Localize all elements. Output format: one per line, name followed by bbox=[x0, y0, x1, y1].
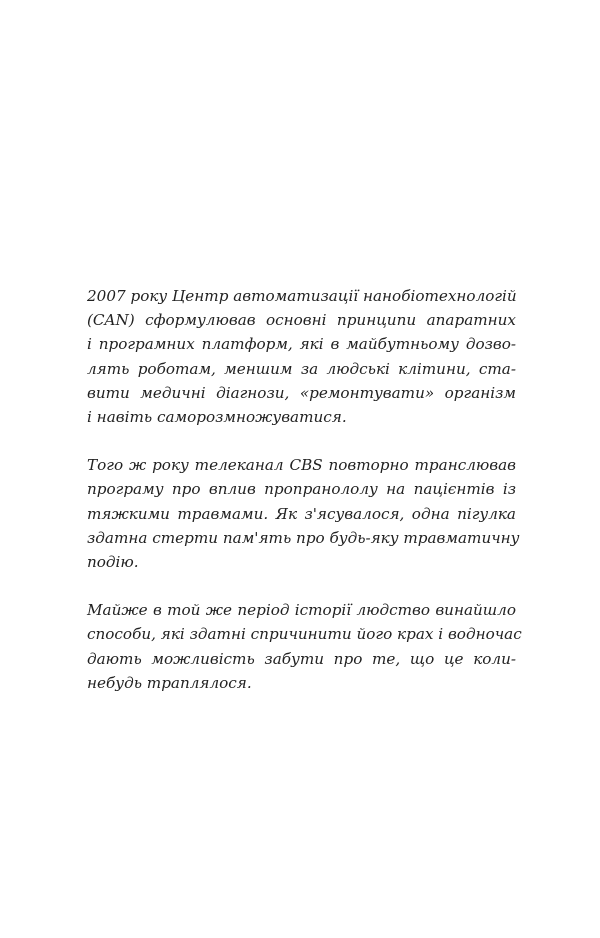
text-line: (CAN) сформулював основні принципи апаратних bbox=[87, 311, 516, 330]
text-line: вити медичні діагнози, «ремонтувати» організм bbox=[87, 383, 516, 402]
text-line: і навіть саморозмножуватися. bbox=[87, 408, 347, 427]
text-line: Майже в той же період історії людство винайшло bbox=[87, 601, 516, 620]
text-line: програму про вплив пропранололу на пацієнтів із bbox=[87, 480, 516, 499]
text-line: 2007 року Центр автоматизації нанобіотехнологій bbox=[87, 287, 517, 305]
text-line: способи, які здатні спричинити його крах і водночас bbox=[87, 625, 522, 644]
text-line: небудь траплялося. bbox=[87, 673, 252, 692]
paragraph-1 bbox=[87, 284, 516, 429]
text-line: Того ж року телеканал CBS повторно транслював bbox=[87, 456, 516, 475]
text-line: і програмних платформ, які в майбутньому дозво- bbox=[87, 335, 516, 354]
text-line: здатна стерти пам'ять про будь-яку травматичну bbox=[87, 528, 520, 547]
paragraph-3 bbox=[87, 598, 522, 695]
text-line: подію. bbox=[87, 553, 139, 572]
body-text bbox=[87, 284, 522, 719]
paragraph-2 bbox=[87, 453, 520, 574]
text-line: дають можливість забути про те, що це коли- bbox=[87, 649, 516, 668]
text-line: тяжкими травмами. Як з'ясувалося, одна пігулка bbox=[87, 504, 516, 523]
text-line: лять роботам, меншим за людські клітини, ста- bbox=[87, 359, 516, 378]
